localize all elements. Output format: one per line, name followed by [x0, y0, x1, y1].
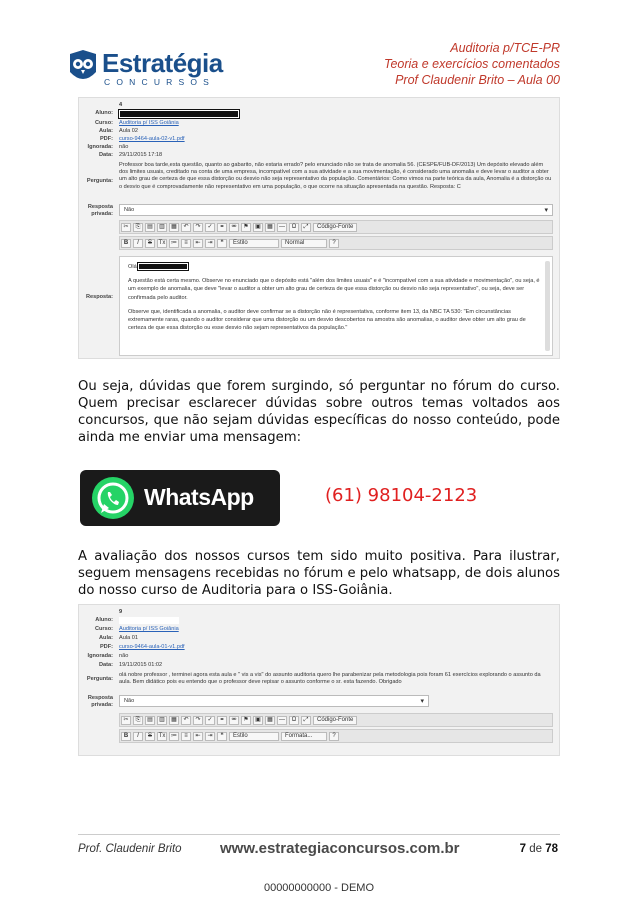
- lesson-value: Aula 02: [119, 128, 138, 134]
- source-button-2[interactable]: Código-Fonte: [313, 716, 357, 725]
- demo-watermark: 00000000000 - DEMO: [263, 882, 375, 894]
- editor-toolbar-3: [119, 713, 553, 727]
- footer-site[interactable]: www.estrategiaconcursos.com.br: [220, 840, 460, 857]
- header-lesson: Prof Claudenir Brito – Aula 00: [395, 73, 560, 87]
- header-course: Auditoria p/TCE-PR: [450, 41, 560, 55]
- maximize-icon[interactable]: ⤢: [301, 223, 311, 232]
- whatsapp-icon: [92, 477, 134, 519]
- ignored-value-2: não: [119, 653, 129, 659]
- paste-text-icon[interactable]: ▥: [157, 223, 167, 232]
- pdf-link-2[interactable]: curso-9464-aula-01-v1.pdf: [119, 644, 185, 650]
- strike-icon[interactable]: S: [145, 732, 155, 741]
- editor-toolbar-4: [119, 729, 553, 743]
- course-link-2[interactable]: Auditoria p/ ISS Goiânia: [119, 626, 179, 632]
- undo-icon[interactable]: ↶: [181, 716, 191, 725]
- date-value-2: 19/11/2015 01:02: [119, 662, 163, 668]
- clear-format-icon[interactable]: Tx: [158, 240, 166, 246]
- private-select-value-2: Não: [124, 698, 135, 704]
- label-aula-2: Aula:: [99, 635, 113, 641]
- owl-logo-icon: [68, 50, 98, 84]
- paragraph-evaluation: A avaliação dos nossos cursos tem sido muito positiva. Para ilustrar, seguem mensagens recebidas no fórum e pelo whatsapp, de dois alunos do nosso curso de Auditoria para o ISS-Goiânia.: [78, 549, 560, 598]
- maximize-icon[interactable]: ⤢: [301, 716, 311, 725]
- undo-icon[interactable]: ↶: [181, 223, 191, 232]
- footer-page-number: [520, 843, 558, 855]
- italic-icon[interactable]: I: [133, 732, 143, 741]
- indent-icon[interactable]: ⇥: [205, 732, 215, 741]
- private-select-2[interactable]: [119, 695, 429, 707]
- estrategia-logo: [68, 48, 230, 90]
- redacted-name-2: [119, 617, 179, 624]
- label-privada-2: Resposta privada:: [87, 695, 113, 708]
- format-select[interactable]: Normal: [281, 239, 327, 248]
- link-icon[interactable]: ⚭: [217, 223, 227, 232]
- editor-scrollbar[interactable]: [545, 261, 550, 351]
- bold-icon[interactable]: B: [121, 239, 131, 248]
- question-number-2: 9: [119, 609, 123, 615]
- private-select-value: Não: [124, 207, 135, 213]
- page-current: 7: [519, 843, 527, 855]
- redo-icon[interactable]: ↷: [193, 223, 203, 232]
- page-total: 78: [545, 843, 558, 855]
- bold-icon[interactable]: B: [121, 732, 131, 741]
- numbered-list-icon[interactable]: ≔: [171, 240, 177, 246]
- numbered-list-icon[interactable]: ≔: [171, 733, 177, 739]
- anchor-icon[interactable]: ⚑: [241, 716, 251, 725]
- page-of: de: [526, 843, 546, 855]
- omega-icon[interactable]: Ω: [289, 716, 299, 725]
- copy-icon[interactable]: ⎘: [133, 716, 143, 725]
- label-pdf: PDF:: [99, 136, 113, 142]
- label-pdf-2: PDF:: [99, 644, 113, 650]
- image-icon[interactable]: ▣: [253, 223, 263, 232]
- bullet-list-icon[interactable]: ≡: [181, 732, 191, 741]
- label-ignorada: Ignorada:: [87, 144, 113, 150]
- forum-screenshot-1: [78, 97, 560, 359]
- table-icon[interactable]: ▦: [265, 223, 275, 232]
- copy-icon[interactable]: ⎘: [133, 223, 143, 232]
- style-select[interactable]: Estilo: [229, 239, 279, 248]
- redo-icon[interactable]: ↷: [193, 716, 203, 725]
- strike-icon[interactable]: S: [145, 239, 155, 248]
- paste-icon[interactable]: ▤: [145, 716, 155, 725]
- image-icon[interactable]: ▣: [253, 716, 263, 725]
- label-curso-2: Curso:: [94, 626, 113, 632]
- brand-subtitle: CONCURSOS: [104, 77, 216, 87]
- question-text: Professor boa tarde,esta questão, quanto ao gabarito, não estaria errado? pelo enunciado não se trata de anomalia 56. (CESPE/FUB-DF/2013) Um depósito elevado além dos limites usuais, creditado na conta de uma empresa, incompatível com a sua atividade e a sua movimentação, é considerado uma anomalia e deve levar o auditor a obter um alto grau de certeza de que essa distorção ou desvio não seja representativo da população. Comentários: Como vimos na parte teórica da aula, Anomalia é a distorção ou o desvio que é comprovadamente não representativo em uma população, o que ocorre na situação apresentada na questão. Resposta: C: [119, 162, 552, 190]
- answer-paragraph-1: A questão está certa mesmo. Observe no enunciado que o depósito está "além dos limites usuais" e é "incompatível com a sua atividade e movimentação", ou seja, é um exemplo de anomalia, que deve "levar o auditor a obter um alto grau de certeza de que essa distorção ou desvio não seja representativo", ou seja, deve ser confirmada pelo auditor.: [128, 278, 540, 301]
- footer-author: Prof. Claudenir Brito: [78, 843, 182, 855]
- paste-word-icon[interactable]: ▦: [169, 716, 179, 725]
- outdent-icon[interactable]: ⇤: [193, 239, 203, 248]
- answer-editor[interactable]: [119, 256, 553, 356]
- anchor-icon[interactable]: ⚑: [241, 223, 251, 232]
- label-ignorada-2: Ignorada:: [87, 653, 113, 659]
- ignored-value: não: [119, 144, 129, 150]
- label-privada: Resposta privada:: [87, 204, 113, 217]
- label-aula: Aula:: [99, 128, 113, 134]
- editor-toolbar-1: [119, 220, 553, 234]
- question-text-2: olá nobre professor , terminei agora esta aula e " vis a vis" do assunto auditoria quero lhe parabenizar pela metodologia pois foram 61 exercícios explorando o assunto da aula. Bem didático pois eu entendo que o professor deve repisar o assunto conforme o sr. esta fazendo. Obrigado: [119, 672, 541, 686]
- unlink-icon[interactable]: ⚮: [229, 223, 239, 232]
- hr-icon[interactable]: —: [279, 224, 285, 230]
- spellcheck-icon[interactable]: ✓: [205, 223, 215, 232]
- help-icon[interactable]: ?: [329, 239, 339, 248]
- label-pergunta-2: Pergunta:: [86, 676, 113, 682]
- clear-format-icon[interactable]: Tx: [158, 733, 166, 739]
- hr-icon[interactable]: —: [279, 717, 285, 723]
- answer-paragraph-2: Observe que, identificada a anomalia, o auditor deve confirmar se a distorção não é representativa, conforme item 13, da NBC TA 530: "Em circunstâncias extremamente raras, quando o auditor considerar que uma distorção ou um desvio descobertos na amostra são anomalias, o auditor deve obter um alto grau de certeza de que essa distorção ou esse desvio não sejam representativos da população.": [128, 308, 526, 332]
- label-pergunta: Pergunta:: [86, 178, 113, 184]
- paste-text-icon[interactable]: ▥: [157, 716, 167, 725]
- source-button[interactable]: Código-Fonte: [313, 223, 357, 232]
- editor-toolbar-2: [119, 236, 553, 250]
- outdent-icon[interactable]: ⇤: [193, 732, 203, 741]
- date-value: 29/11/2015 17:18: [119, 152, 163, 158]
- paragraph-forum: Ou seja, dúvidas que forem surgindo, só perguntar no fórum do curso. Quem precisar esclarecer dúvidas sobre outros temas voltados aos concursos, que não sejam dúvidas específicas do nosso conteúdo, pode ainda me enviar uma mensagem:: [78, 379, 560, 445]
- omega-icon[interactable]: Ω: [289, 223, 299, 232]
- paste-icon[interactable]: ▤: [145, 223, 155, 232]
- cut-icon[interactable]: ✂: [121, 716, 131, 725]
- label-data: Data:: [99, 152, 113, 158]
- indent-icon[interactable]: ⇥: [205, 239, 215, 248]
- cut-icon[interactable]: ✂: [121, 223, 131, 232]
- blockquote-icon[interactable]: ❝: [217, 239, 227, 248]
- label-curso: Curso:: [94, 120, 113, 126]
- header-subtitle: Teoria e exercícios comentados: [383, 57, 560, 71]
- style-select-2[interactable]: Estilo: [229, 732, 279, 741]
- phone-number: (61) 98104-2123: [325, 485, 478, 506]
- private-select[interactable]: [119, 204, 553, 216]
- question-number: 4: [119, 102, 123, 108]
- brand-name: Estratégia: [102, 48, 223, 78]
- whatsapp-wordmark: WhatsApp: [144, 484, 254, 510]
- course-link[interactable]: Auditoria p/ ISS Goiânia: [119, 120, 179, 126]
- blockquote-icon[interactable]: ❝: [217, 732, 227, 741]
- redacted-greeting-name: [138, 263, 188, 270]
- label-aluno: Aluno:: [95, 110, 113, 116]
- whatsapp-logo: [80, 470, 280, 526]
- pdf-link[interactable]: curso-9464-aula-02-v1.pdf: [119, 136, 185, 142]
- spellcheck-icon[interactable]: ✓: [205, 716, 215, 725]
- italic-icon[interactable]: I: [133, 239, 143, 248]
- greeting-text: Olá: [128, 264, 137, 270]
- format-select-2[interactable]: Formata...: [281, 732, 327, 741]
- page-footer: [78, 834, 560, 857]
- link-icon[interactable]: ⚭: [217, 716, 227, 725]
- label-aluno-2: Aluno:: [95, 617, 113, 623]
- forum-screenshot-2: [78, 604, 560, 756]
- page-header: [384, 40, 560, 88]
- bullet-list-icon[interactable]: ≡: [181, 239, 191, 248]
- redacted-name: [119, 110, 239, 118]
- unlink-icon[interactable]: ⚮: [229, 716, 239, 725]
- table-icon[interactable]: ▦: [265, 716, 275, 725]
- label-data-2: Data:: [99, 662, 113, 668]
- help-icon[interactable]: ?: [329, 732, 339, 741]
- lesson-value-2: Aula 01: [119, 635, 138, 641]
- label-resposta: Resposta:: [85, 294, 113, 300]
- paste-word-icon[interactable]: ▦: [169, 223, 179, 232]
